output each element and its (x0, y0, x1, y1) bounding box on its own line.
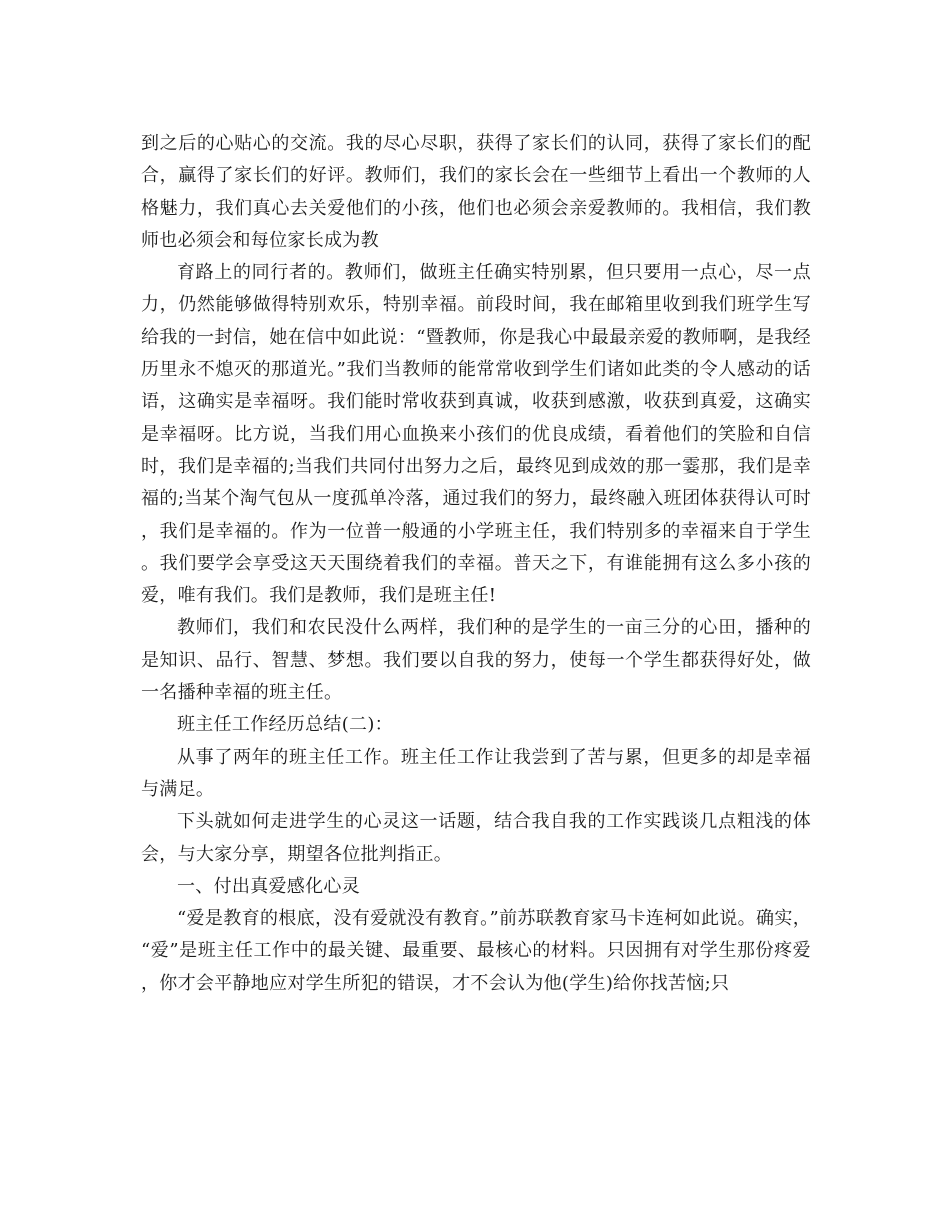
section-heading-2: 班主任工作经历总结(二)： (177, 714, 393, 736)
paragraph-3: 教师们，我们和农民没什么两样，我们种的是学生的一亩三分的心田，播种的是知识、品行、智慧、梦想。我们要以自我的努力，使每一个学生都获得好处，做一名播种幸福的班主任。 (141, 617, 811, 704)
subsection-heading-1: 一、付出真爱感化心灵 (177, 875, 360, 897)
paragraph-6: “爱是教育的根底，没有爱就没有教育。”前苏联教育家马卡连柯如此说。确实，“爱”是班主任工作中的最关键、最重要、最核心的材料。只因拥有对学生那份疼爱，你才会平静地应对学生所犯的错误，才不会认为他(学生)给你找苦恼;只 (141, 908, 811, 994)
paragraph-5: 下头就如何走进学生的心灵这一话题，结合我自我的工作实践谈几点粗浅的体会，与大家分享，期望各位批判指正。 (141, 811, 811, 865)
document-body (141, 128, 811, 1000)
paragraph-4: 从事了两年的班主任工作。班主任工作让我尝到了苦与累，但更多的却是幸福与满足。 (141, 746, 811, 800)
paragraph-2: 育路上的同行者的。教师们，做班主任确实特别累，但只要用一点心，尽一点力，仍然能够做得特别欢乐，特别幸福。前段时间，我在邮箱里收到我们班学生写给我的一封信，她在信中如此说：“暨教师，你是我心中最最亲爱的教师啊，是我经历里永不熄灭的那道光。”我们当教师的能常常收到学生们诸如此类的令人感动的话语，这确实是幸福呀。我们能时常收获到真诚，收获到感激，收获到真爱，这确实是幸福呀。比方说，当我们用心血换来小孩们的优良成绩，看着他们的笑脸和自信时，我们是幸福的;当我们共同付出努力之后，最终见到成效的那一霎那，我们是幸福的;当某个淘气包从一度孤单冷落，通过我们的努力，最终融入班团体获得认可时，我们是幸福的。作为一位普一般通的小学班主任，我们特别多的幸福来自于学生。我们要学会享受这天天围绕着我们的幸福。普天之下，有谁能拥有这么多小孩的爱，唯有我们。我们是教师，我们是班主任! (141, 262, 811, 607)
paragraph-1: 到之后的心贴心的交流。我的尽心尽职，获得了家长们的认同，获得了家长们的配合，赢得了家长们的好评。教师们，我们的家长会在一些细节上看出一个教师的人格魅力，我们真心去关爱他们的小孩，他们也必须会亲爱教师的。我相信，我们教师也必须会和每位家长成为教 (141, 133, 811, 251)
